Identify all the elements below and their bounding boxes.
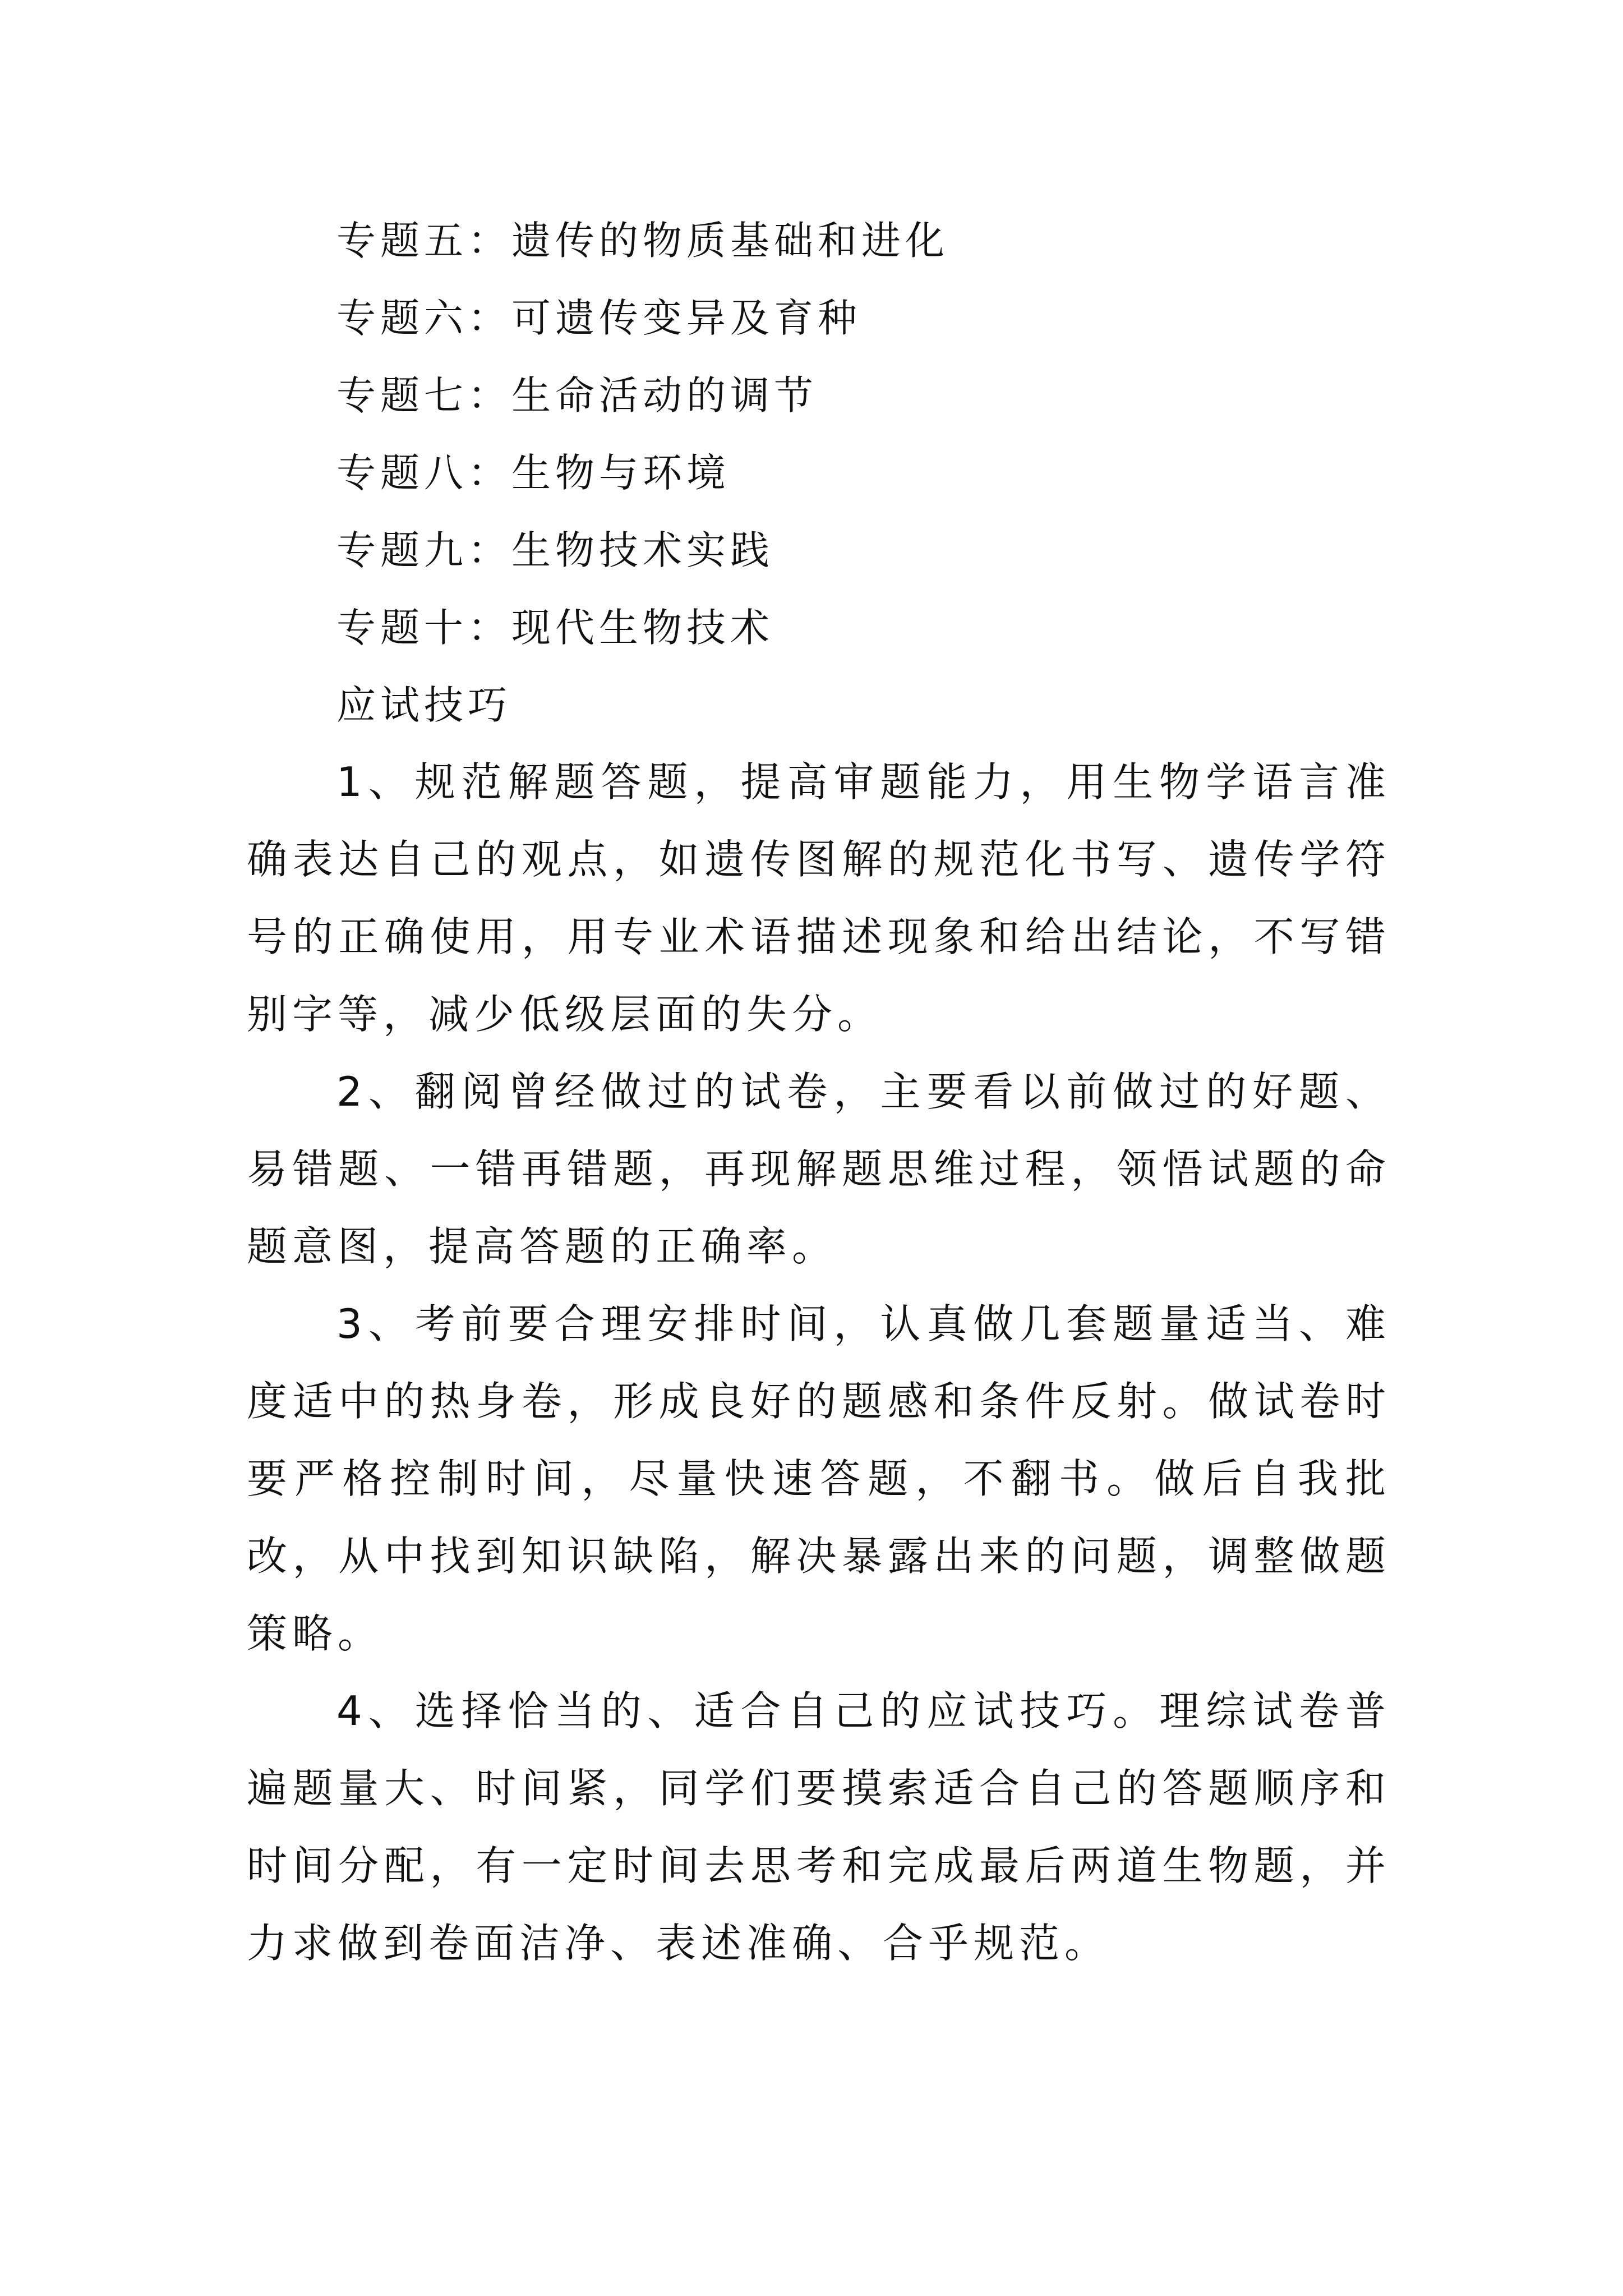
topic-item: 专题九：生物技术实践 xyxy=(336,527,774,573)
topic-item: 专题六：可遗传变异及育种 xyxy=(336,295,861,341)
topic-item: 专题十：现代生物技术 xyxy=(336,605,774,651)
paragraph: 4、选择恰当的、适合自己的应试技巧。理综试卷普遍题量大、时间紧，同学们要摸索适合自己的答题顺序和时间分配，有一定时间去思考和完成最后两道生物题，并力求做到卷面洁净、表述准确、合乎规范。 xyxy=(247,1687,1391,1967)
topic-list xyxy=(336,202,1458,744)
section-heading: 应试技巧 xyxy=(336,682,511,728)
paragraph: 1、规范解题答题，提高审题能力，用生物学语言准确表达自己的观点，如遗传图解的规范化书写、遗传学符号的正确使用，用专业术语描述现象和给出结论，不写错别字等，减少低级层面的失分。 xyxy=(247,758,1391,1038)
topic-item: 专题七：生命活动的调节 xyxy=(336,372,818,418)
topic-item: 专题五：遗传的物质基础和进化 xyxy=(336,218,949,264)
paragraph: 3、考前要合理安排时间，认真做几套题量适当、难度适中的热身卷，形成良好的题感和条件反射。做试卷时要严格控制时间，尽量快速答题，不翻书。做后自我批改，从中找到知识缺陷，解决暴露出来的问题，调整做题策略。 xyxy=(247,1300,1391,1657)
body-text xyxy=(247,743,1391,1982)
topic-item: 专题八：生物与环境 xyxy=(336,450,730,496)
paragraph: 2、翻阅曾经做过的试卷，主要看以前做过的好题、易错题、一错再错题，再现解题思维过程，领悟试题的命题意图，提高答题的正确率。 xyxy=(247,1068,1391,1270)
